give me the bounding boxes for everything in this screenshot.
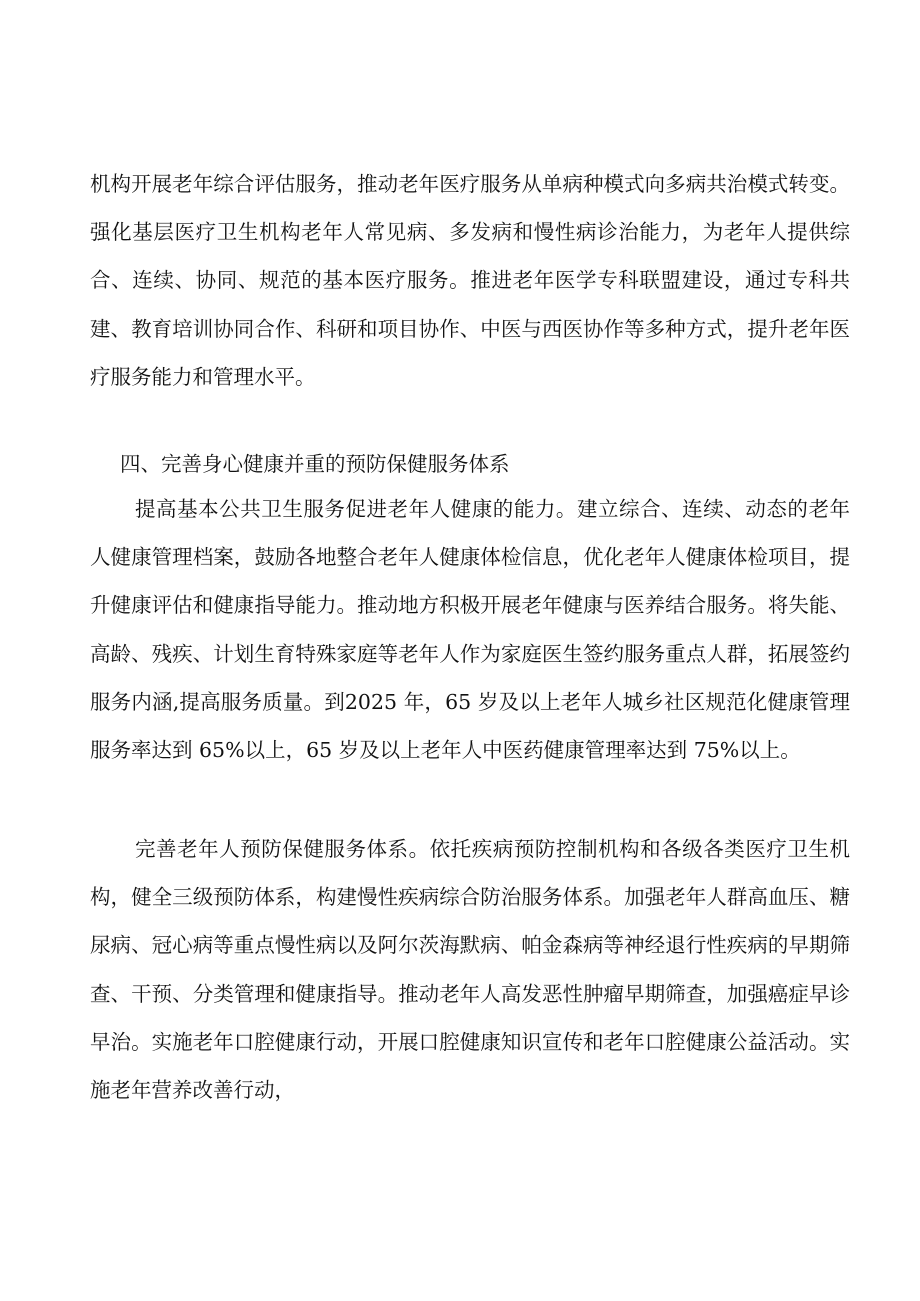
body-paragraph: [90, 485, 850, 774]
body-paragraph: [90, 825, 850, 1114]
section-heading-text: 四、完善身心健康并重的预防保健服务体系: [120, 452, 510, 476]
paragraph-text: 提高基本公共卫生服务促进老年人健康的能力。建立综合、连续、动态的老年人健康管理档案，鼓励各地整合老年人健康体检信息，优化老年人健康体检项目，提升健康评估和健康指导能力。推动地方积极开展老年健康与医养结合服务。将失能、高龄、残疾、计划生育特殊家庭等老年人作为家庭医生签约服务重点人群，拓展签约服务内涵,提高服务质量。到2025 年，65 岁及以上老年人城乡社区规范化健康管理服务率达到 65%以上，65 岁及以上老年人中医药健康管理率达到 75%以上。: [90, 497, 850, 763]
section-heading: [90, 440, 850, 488]
paragraph-text: 机构开展老年综合评估服务，推动老年医疗服务从单病种模式向多病共治模式转变。强化基层医疗卫生机构老年人常见病、多发病和慢性病诊治能力，为老年人提供综合、连续、协同、规范的基本医疗服务。推进老年医学专科联盟建设，通过专科共建、教育培训协同合作、科研和项目协作、中医与西医协作等多种方式，提升老年医疗服务能力和管理水平。: [90, 172, 850, 389]
body-paragraph: [90, 160, 850, 401]
paragraph-text: 完善老年人预防保健服务体系。依托疾病预防控制机构和各级各类医疗卫生机构，健全三级预防体系，构建慢性疾病综合防治服务体系。加强老年人群高血压、糖尿病、冠心病等重点慢性病以及阿尔茨海默病、帕金森病等神经退行性疾病的早期筛查、干预、分类管理和健康指导。推动老年人高发恶性肿瘤早期筛查，加强癌症早诊早治。实施老年口腔健康行动，开展口腔健康知识宣传和老年口腔健康公益活动。实施老年营养改善行动，: [90, 837, 850, 1103]
